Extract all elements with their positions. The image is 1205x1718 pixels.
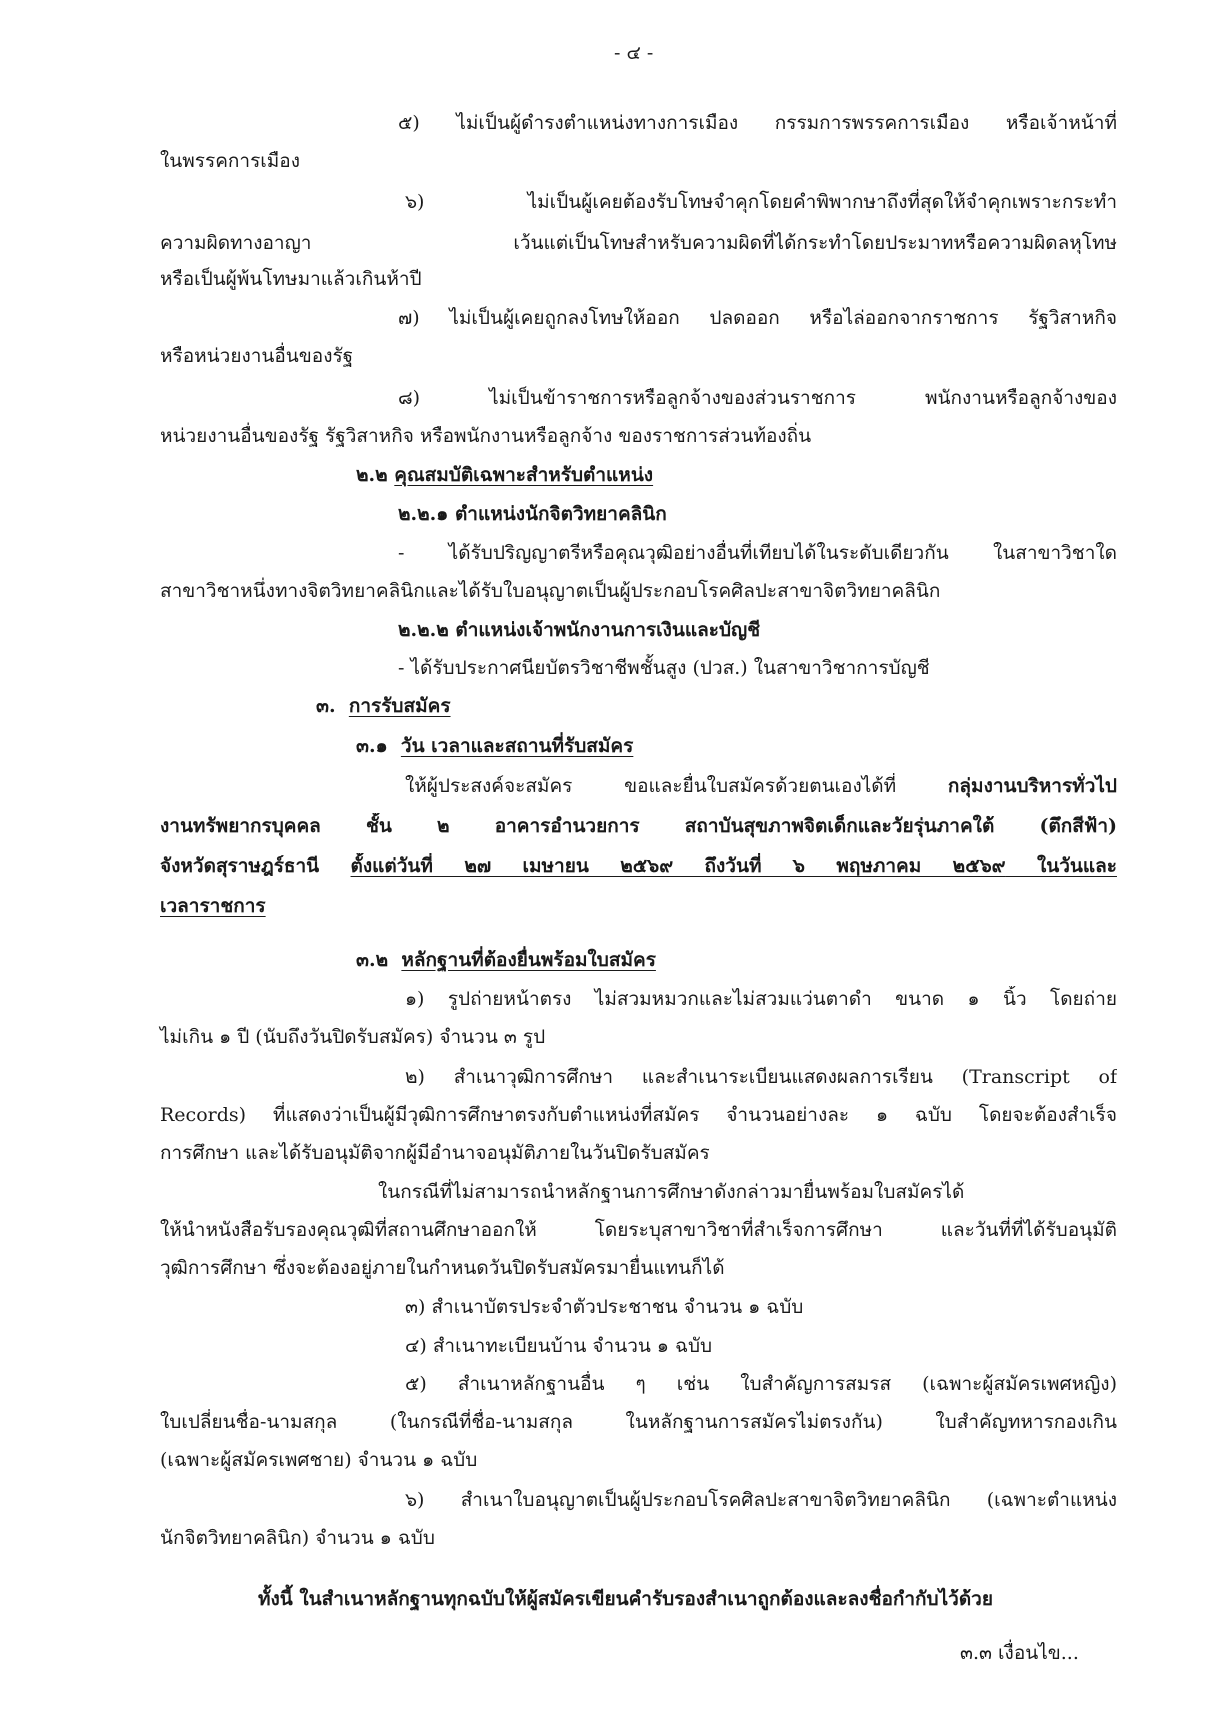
document-1-line-1: ๑) รูปถ่ายหน้าตรง ไม่สวมหมวกและไม่สวมแว่นตาดำ ขนาด ๑ นิ้ว โดยถ่าย (405, 988, 1117, 1010)
qualification-item-8-line-1: ๘) ไม่เป็นข้าราชการหรือลูกจ้างของส่วนราชการ พนักงานหรือลูกจ้างของ (398, 387, 1117, 409)
document-5-line-3: (เฉพาะผู้สมัครเพศชาย) จำนวน ๑ ฉบับ (160, 1449, 478, 1471)
section-2-2-heading (356, 462, 653, 488)
document-4: ๔) สำเนาทะเบียนบ้าน จำนวน ๑ ฉบับ (405, 1335, 713, 1357)
application-date-line (160, 853, 1117, 881)
qualification-item-5-line-1: ๕) ไม่เป็นผู้ดำรงตำแหน่งทางการเมือง กรรมการพรรคการเมือง หรือเจ้าหน้าที่ (398, 112, 1117, 134)
page-number: - ๔ - (614, 42, 654, 64)
section-2-2-number: ๒.๒ (356, 464, 388, 486)
document-5-line-1: ๕) สำเนาหลักฐานอื่น ๆ เช่น ใบสำคัญการสมรส (เฉพาะผู้สมัครเพศหญิง) (405, 1373, 1117, 1395)
section-3-number: ๓. (316, 695, 336, 717)
section-3-1-title: วัน เวลาและสถานที่รับสมัคร (400, 735, 634, 757)
qualification-item-6-line-1: ๖) ไม่เป็นผู้เคยต้องรับโทษจำคุกโดยคำพิพากษาถึงที่สุดให้จำคุกเพราะกระทำ (405, 191, 1117, 213)
application-place-line-1 (405, 773, 1117, 799)
section-3-1-heading (356, 733, 633, 759)
document-1-line-2: ไม่เกิน ๑ ปี (นับถึงวันปิดรับสมัคร) จำนวน ๓ รูป (160, 1026, 546, 1048)
application-date-suffix: ในวันและ (1005, 855, 1117, 877)
section-3-heading (316, 693, 451, 719)
qualification-item-6-line-2: ความผิดทางอาญา เว้นแต่เป็นโทษสำหรับความผิดที่ได้กระทำโดยประมาทหรือความผิดลหุโทษ (160, 232, 1117, 254)
document-2-line-2: Records) ที่แสดงว่าเป็นผู้มีวุฒิการศึกษาตรงกับตำแหน่งที่สมัคร จำนวนอย่างละ ๑ ฉบับ โดยจะต้องสำเร็จ (160, 1104, 1117, 1126)
section-3-1-number: ๓.๑ (356, 735, 388, 757)
position-2-heading: ๒.๒.๒ ตำแหน่งเจ้าพนักงานการเงินและบัญชี (398, 619, 761, 641)
section-2-2-title: คุณสมบัติเฉพาะสำหรับตำแหน่ง (394, 464, 654, 486)
qualification-item-5-line-2: ในพรรคการเมือง (160, 150, 300, 172)
application-place-intro: ให้ผู้ประสงค์จะสมัคร ขอและยื่นใบสมัครด้วยตนเองได้ที่ (405, 775, 948, 797)
document-5-line-2: ใบเปลี่ยนชื่อ-นามสกุล (ในกรณีที่ชื่อ-นามสกุล ในหลักฐานการสมัครไม่ตรงกัน) ใบสำคัญทหารกองเกิน (160, 1411, 1117, 1433)
qualification-item-7-line-1: ๗) ไม่เป็นผู้เคยถูกลงโทษให้ออก ปลดออก หรือไล่ออกจากราชการ รัฐวิสาหกิจ (398, 307, 1117, 329)
document-3: ๓) สำเนาบัตรประจำตัวประชาชน จำนวน ๑ ฉบับ (405, 1296, 804, 1318)
education-note-line-2: ให้นำหนังสือรับรองคุณวุฒิที่สถานศึกษาออกให้ โดยระบุสาขาวิชาที่สำเร็จการศึกษา และวันที่ที่ได้รับอนุมัติ (160, 1219, 1117, 1241)
education-note-line-1: ในกรณีที่ไม่สามารถนำหลักฐานการศึกษาดังกล่าวมายื่นพร้อมใบสมัครได้ (378, 1181, 965, 1203)
section-3-2-number: ๓.๒ (356, 949, 389, 971)
document-2-line-3: การศึกษา และได้รับอนุมัติจากผู้มีอำนาจอนุมัติภายในวันปิดรับสมัคร (160, 1142, 710, 1164)
education-note-line-3: วุฒิการศึกษา ซึ่งจะต้องอยู่ภายในกำหนดวันปิดรับสมัครมายื่นแทนก็ได้ (160, 1257, 725, 1279)
application-office-hours: เวลาราชการ (160, 895, 266, 917)
document-2-line-1: ๒) สำเนาวุฒิการศึกษา และสำเนาระเบียนแสดงผลการเรียน (Transcript of (405, 1066, 1117, 1088)
position-1-line-1: - ได้รับปริญญาตรีหรือคุณวุฒิอย่างอื่นที่เทียบได้ในระดับเดียวกัน ในสาขาวิชาใด (398, 542, 1117, 564)
application-place-line-2: งานทรัพยากรบุคคล ชั้น ๒ อาคารอำนวยการ สถาบันสุขภาพจิตเด็กและวัยรุ่นภาคใต้ (ตึกสีฟ้า) (160, 815, 1117, 837)
certification-note: ทั้งนี้ ในสำเนาหลักฐานทุกฉบับให้ผู้สมัครเขียนคำรับรองสำเนาถูกต้องและลงชื่อกำกับไว้ด้วย (258, 1588, 993, 1610)
qualification-item-8-line-2: หน่วยงานอื่นของรัฐ รัฐวิสาหกิจ หรือพนักงานหรือลูกจ้าง ของราชการส่วนท้องถิ่น (160, 425, 812, 447)
qualification-item-6-line-3: หรือเป็นผู้พ้นโทษมาแล้วเกินห้าปี (160, 268, 422, 290)
position-1-line-2: สาขาวิชาหนึ่งทางจิตวิทยาคลินิกและได้รับใบอนุญาตเป็นผู้ประกอบโรคศิลปะสาขาจิตวิทยาคลินิก (160, 580, 941, 602)
qualification-item-7-line-2: หรือหน่วยงานอื่นของรัฐ (160, 345, 354, 367)
document-6-line-2: นักจิตวิทยาคลินิก) จำนวน ๑ ฉบับ (160, 1527, 435, 1549)
application-place-department: กลุ่มงานบริหารทั่วไป (947, 775, 1117, 797)
section-3-2-heading (356, 947, 656, 973)
position-1-heading: ๒.๒.๑ ตำแหน่งนักจิตวิทยาคลินิก (398, 503, 667, 525)
position-2-line-1: - ได้รับประกาศนียบัตรวิชาชีพชั้นสูง (ปวส.) ในสาขาวิชาการบัญชี (398, 657, 930, 679)
section-3-2-title: หลักฐานที่ต้องยื่นพร้อมใบสมัคร (401, 949, 656, 971)
document-6-line-1: ๖) สำเนาใบอนุญาตเป็นผู้ประกอบโรคศิลปะสาขาจิตวิทยาคลินิก (เฉพาะตำแหน่ง (405, 1489, 1117, 1511)
application-date-range: ตั้งแต่วันที่ ๒๗ เมษายน ๒๕๖๙ ถึงวันที่ ๖ พฤษภาคม ๒๕๖๙ (350, 855, 1006, 877)
continuation-marker: ๓.๓ เงื่อนไข... (960, 1642, 1079, 1664)
application-province: จังหวัดสุราษฎร์ธานี (160, 855, 351, 877)
section-3-title: การรับสมัคร (348, 695, 451, 717)
